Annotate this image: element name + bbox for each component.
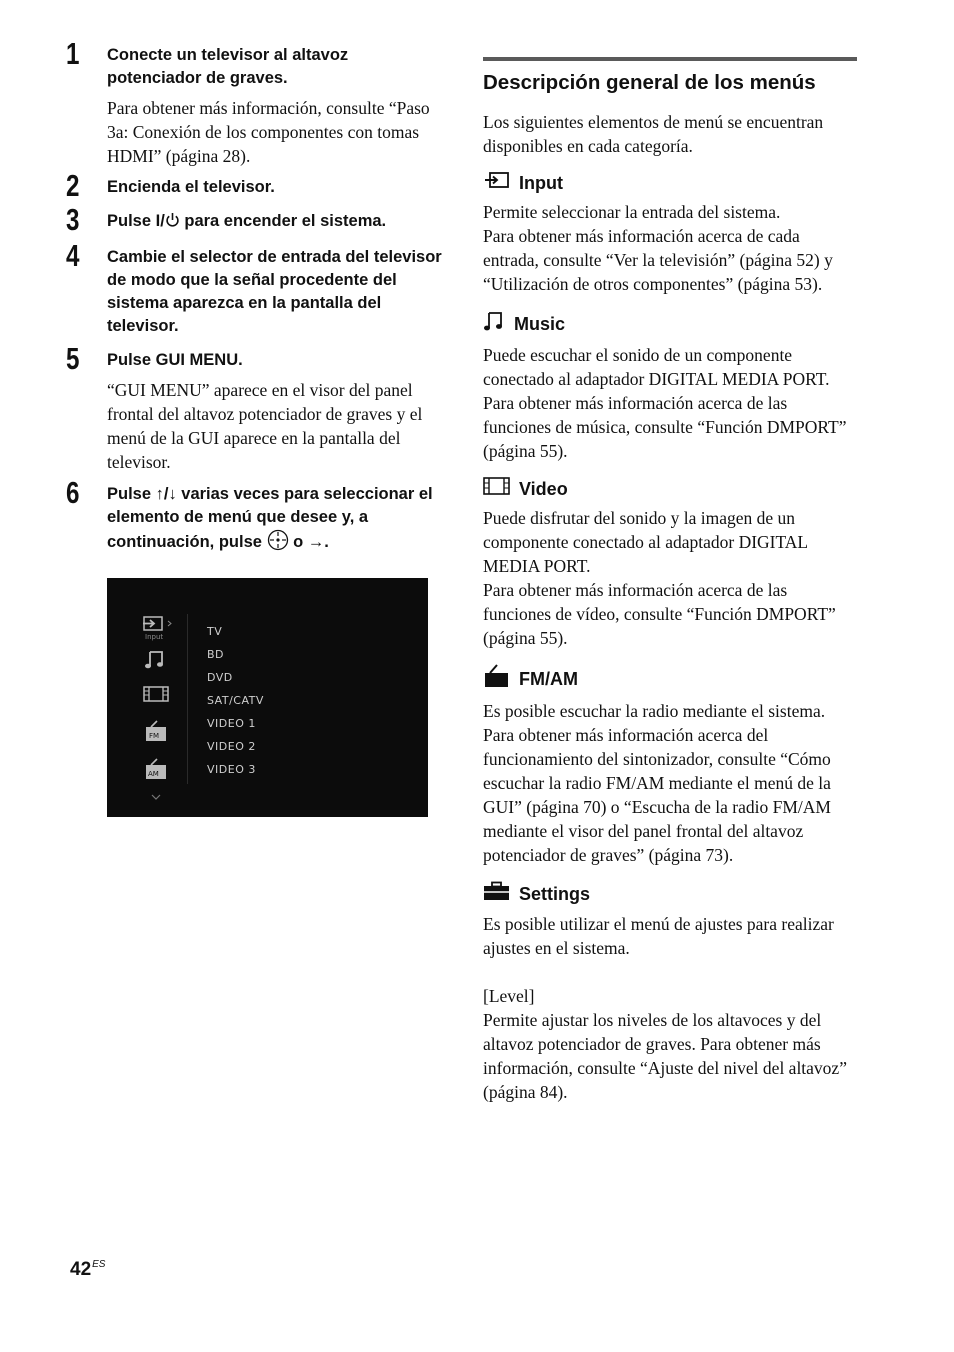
menu-item[interactable]: VIDEO 2	[207, 740, 256, 753]
page-number-value: 42	[70, 1259, 92, 1280]
step-title-part: o →.	[288, 533, 329, 551]
step-1	[66, 36, 446, 168]
step-number: 5	[66, 341, 80, 376]
am-label: AM	[148, 770, 159, 778]
input-menu-list	[207, 620, 264, 781]
step-title	[107, 210, 446, 235]
step-title	[107, 483, 446, 558]
music-icon	[483, 310, 505, 338]
menu-item[interactable]: VIDEO 3	[207, 763, 256, 776]
step-body: “GUI MENU” aparece en el visor del panel frontal del altavoz potenciador de graves y el menú de la GUI aparece en la pantalla del televisor.	[107, 380, 423, 472]
menu-divider	[187, 614, 188, 784]
step-title: Conecte un televisor al altavoz potenciador de graves.	[107, 46, 349, 87]
radio-icon	[483, 664, 510, 694]
menu-section-fm-am	[483, 664, 857, 867]
page-number	[70, 1259, 105, 1281]
sub-heading	[483, 664, 857, 694]
step-5	[66, 341, 446, 474]
paragraph: Permite ajustar los niveles de los altavoces y del altavoz potenciador de graves. Para obtener más información, consulte “Ajuste del nivel del altavoz” (página 84).	[483, 1010, 847, 1102]
power-icon	[165, 212, 180, 235]
paragraph: Para obtener más información acerca del funcionamiento del sintonizador, consulte “Cómo escuchar la radio FM/AM mediante el menú de la GUI” (página 70) o “Escucha de la radio FM/AM mediante el visor del panel frontal del altavoz potenciador de graves” (página 73).	[483, 725, 831, 865]
paragraph: Es posible escuchar la radio mediante el sistema.	[483, 701, 826, 721]
steps-column	[66, 36, 446, 558]
section-title: Descripción general de los menús	[483, 71, 816, 94]
step-title-part: para encender el sistema.	[179, 212, 387, 230]
input-caption: Input	[145, 633, 164, 641]
fm-radio-icon	[145, 720, 167, 747]
paragraph: Puede disfrutar del sonido y la imagen de un componente conectado al adaptador DIGITAL MEDIA PORT.	[483, 508, 808, 576]
sub-heading-text: Settings	[519, 884, 591, 904]
music-icon	[144, 648, 166, 675]
step-3	[66, 202, 446, 237]
paragraph: Para obtener más información acerca de las funciones de vídeo, consulte “Función DMPORT” (página 55).	[483, 580, 836, 648]
sub-heading	[483, 310, 857, 338]
step-body: Para obtener más información, consulte “Paso 3a: Conexión de los componentes con tomas HDMI” (página 28).	[107, 98, 430, 166]
paragraph-gap	[483, 960, 857, 984]
step-2	[66, 168, 446, 203]
video-icon	[483, 477, 510, 501]
step-number: 3	[66, 202, 80, 237]
paragraph: Puede escuchar el sonido de un componente conectado al adaptador DIGITAL MEDIA PORT.	[483, 345, 830, 389]
settings-toolbox-icon	[483, 881, 510, 907]
menu-item[interactable]: BD	[207, 648, 225, 661]
menu-section-settings	[483, 881, 857, 1104]
paragraph: Para obtener más información acerca de las funciones de música, consulte “Función DMPORT” (página 55).	[483, 393, 847, 461]
step-title: Pulse GUI MENU.	[107, 351, 243, 369]
step-4	[66, 238, 446, 338]
step-title-part: Pulse ↑/↓ varias veces para seleccionar el elemento de menú que desee y, a continuación, pulse	[107, 485, 433, 551]
am-radio-icon	[145, 758, 167, 785]
video-icon	[143, 686, 169, 707]
step-6	[66, 475, 446, 558]
intro-text: Los siguientes elementos de menú se encuentran disponibles en cada categoría.	[483, 112, 824, 156]
sub-heading-text: Video	[519, 479, 568, 499]
step-number: 2	[66, 168, 80, 203]
sub-heading-text: Input	[519, 173, 563, 193]
section-rule	[483, 57, 857, 61]
scroll-down-icon	[151, 788, 161, 806]
step-title: Encienda el televisor.	[107, 178, 275, 196]
sub-heading	[483, 881, 857, 907]
menu-item[interactable]: SAT/CATV	[207, 694, 264, 707]
menu-section-input	[483, 171, 857, 296]
paragraph: [Level]	[483, 986, 535, 1006]
menu-item[interactable]: DVD	[207, 671, 233, 684]
paragraph: Para obtener más información acerca de cada entrada, consulte “Ver la televisión” (página 52) y “Utilización de otros componentes” (página 53).	[483, 226, 833, 294]
enter-button-icon	[267, 529, 289, 558]
gui-menu-screenshot	[107, 578, 428, 817]
paragraph: Es posible utilizar el menú de ajustes para realizar ajustes en el sistema.	[483, 914, 834, 958]
menu-section-music	[483, 310, 857, 463]
overview-column	[483, 57, 857, 1118]
input-icon	[483, 171, 510, 195]
menu-item[interactable]: VIDEO 1	[207, 717, 256, 730]
step-title: Cambie el selector de entrada del televisor de modo que la señal procedente del sistema aparezca en la pantalla del televisor.	[107, 248, 442, 335]
step-title-part: Pulse I/	[107, 212, 165, 230]
step-number: 1	[66, 36, 80, 71]
sub-heading	[483, 171, 857, 195]
paragraph: Permite seleccionar la entrada del sistema.	[483, 202, 781, 222]
sub-heading-text: FM/AM	[519, 669, 578, 689]
fm-label: FM	[149, 732, 160, 740]
language-code: ES	[92, 1259, 106, 1270]
sub-heading-text: Music	[514, 314, 566, 334]
menu-section-video	[483, 477, 857, 650]
step-number: 4	[66, 238, 80, 273]
sub-heading	[483, 477, 857, 501]
menu-item[interactable]: TV	[207, 625, 223, 638]
step-number: 6	[66, 475, 80, 510]
